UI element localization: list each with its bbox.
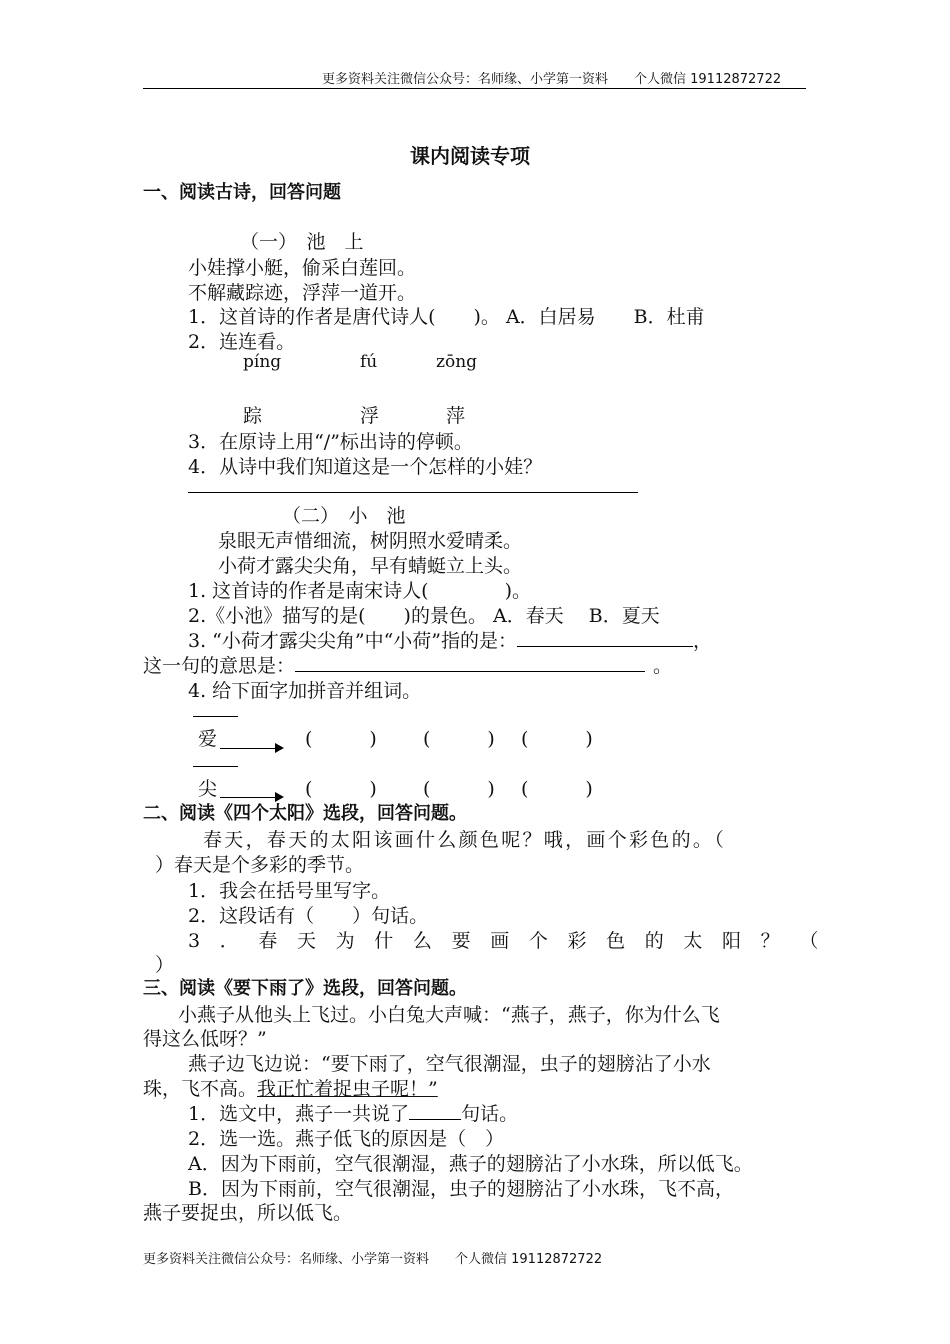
- section-3-para-2-line-1: 燕子边飞边说：“要下雨了，空气很潮湿，虫子的翅膀沾了小水: [188, 1053, 711, 1075]
- pinyin-ping: píng: [243, 352, 282, 372]
- poem-2-title: （二） 小 池: [282, 505, 406, 527]
- char-jian: 尖: [198, 778, 218, 800]
- poem-1-question-1: 1．这首诗的作者是唐代诗人( )。 A．白居易 B．杜甫: [188, 306, 705, 328]
- header-rule: [143, 88, 806, 89]
- q1-prefix: 1．选文中，燕子一共说了: [188, 1103, 410, 1125]
- section-3-para-1-line-2: 得这么低呀？”: [143, 1028, 267, 1050]
- q3-comma: ，: [693, 630, 713, 652]
- option-b-line-1[interactable]: B．因为下雨前，空气很潮湿，虫子的翅膀沾了小水珠，飞不高，: [188, 1178, 734, 1200]
- answer-line-q4[interactable]: [188, 492, 638, 493]
- char-zong: 踪: [243, 405, 263, 427]
- poem-2-question-2: 2.《小池》描写的是( )的景色。 A．春天 B．夏天: [188, 605, 660, 627]
- poem-2-question-3: [188, 626, 712, 653]
- q3-prefix: 3. “小荷才露尖尖角”中“小荷”指的是：: [188, 630, 518, 652]
- q3-period: 。: [653, 655, 673, 677]
- poem-2-line-1: 泉眼无声惜细流，树阴照水爱晴柔。: [218, 530, 523, 552]
- word-paren-ai-1[interactable]: ( ): [305, 728, 377, 750]
- char-ping: 萍: [446, 405, 466, 427]
- pinyin-blank-jian[interactable]: [193, 766, 238, 767]
- option-b-line-2: 燕子要捉虫，所以低飞。: [143, 1202, 353, 1224]
- section-2-question-2: 2．这段话有（ ）句话。: [188, 905, 429, 927]
- poem-1-question-2: 2．连连看。: [188, 331, 296, 353]
- q3-meaning-label: 这一句的意思是：: [143, 655, 296, 677]
- poem-1-line-2: 不解藏踪迹，浮萍一道开。: [188, 282, 417, 304]
- section-2-para-line-1: 春天，春天的太阳该画什么颜色呢？哦，画个彩色的。（: [203, 829, 727, 851]
- section-2-question-3: 3 ． 春 天 为 什 么 要 画 个 彩 色 的 太 阳 ？ （: [188, 930, 826, 952]
- answer-blank-meaning[interactable]: [295, 671, 645, 672]
- char-ai: 爱: [198, 728, 218, 750]
- poem-2-question-1: 1. 这首诗的作者是南宋诗人( )。: [188, 580, 531, 602]
- page-header: 更多资料关注微信公众号：名师缘、小学第一资料 个人微信 19112872722: [322, 72, 782, 87]
- section-3-heading: 三、阅读《要下雨了》选段，回答问题。: [143, 978, 467, 999]
- underlined-sentence: 我正忙着捉虫子呢！”: [257, 1078, 438, 1100]
- poem-1-question-3: 3．在原诗上用“/”标出诗的停顿。: [188, 431, 473, 453]
- q1-suffix: 句话。: [461, 1103, 519, 1125]
- word-paren-ai-3[interactable]: ( ): [521, 728, 593, 750]
- poem-2-line-2: 小荷才露尖尖角，早有蜻蜓立上头。: [218, 555, 523, 577]
- poem-1-line-1: 小娃撑小艇，偷采白莲回。: [188, 257, 417, 279]
- section-3-question-2: 2．选一选。燕子低飞的原因是（ ）: [188, 1128, 505, 1150]
- answer-blank-count[interactable]: [409, 1119, 461, 1120]
- arrow-jian: [220, 797, 282, 798]
- section-2-para-line-2: ）春天是个多彩的季节。: [155, 854, 365, 876]
- pinyin-blank-ai[interactable]: [193, 716, 238, 717]
- arrow-ai: [220, 748, 282, 749]
- poem-2-question-4: 4. 给下面字加拼音并组词。: [188, 680, 422, 702]
- section-2-question-1: 1．我会在括号里写字。: [188, 880, 391, 902]
- poem-1-question-4: 4．从诗中我们知道这是一个怎样的小娃？: [188, 456, 543, 478]
- pinyin-zong: zōng: [436, 352, 478, 372]
- option-a[interactable]: A．因为下雨前，空气很潮湿，燕子的翅膀沾了小水珠，所以低飞。: [188, 1153, 753, 1175]
- page-title: 课内阅读专项: [410, 144, 530, 168]
- para-2-text: 珠，飞不高。: [143, 1078, 258, 1100]
- section-1-heading: 一、阅读古诗，回答问题: [143, 182, 341, 203]
- section-2-heading: 二、阅读《四个太阳》选段，回答问题。: [143, 803, 467, 824]
- section-3-question-1: [188, 1099, 518, 1126]
- section-3-para-2-line-2: [143, 1074, 438, 1101]
- poem-1-title: （一） 池 上: [240, 231, 364, 253]
- section-3-para-1-line-1: 小燕子从他头上飞过。小白兔大声喊：“燕子，燕子，你为什么飞: [178, 1004, 720, 1026]
- word-paren-jian-3[interactable]: ( ): [521, 778, 593, 800]
- section-2-question-3-end: ）: [155, 954, 175, 976]
- page-footer: 更多资料关注微信公众号：名师缘、小学第一资料 个人微信 19112872722: [143, 1252, 603, 1267]
- pinyin-fu: fú: [360, 352, 378, 372]
- poem-2-question-3-cont: [143, 651, 672, 678]
- word-paren-ai-2[interactable]: ( ): [423, 728, 495, 750]
- answer-blank-xiaohe[interactable]: [517, 646, 693, 647]
- char-fu: 浮: [360, 405, 380, 427]
- word-paren-jian-2[interactable]: ( ): [423, 778, 495, 800]
- word-paren-jian-1[interactable]: ( ): [305, 778, 377, 800]
